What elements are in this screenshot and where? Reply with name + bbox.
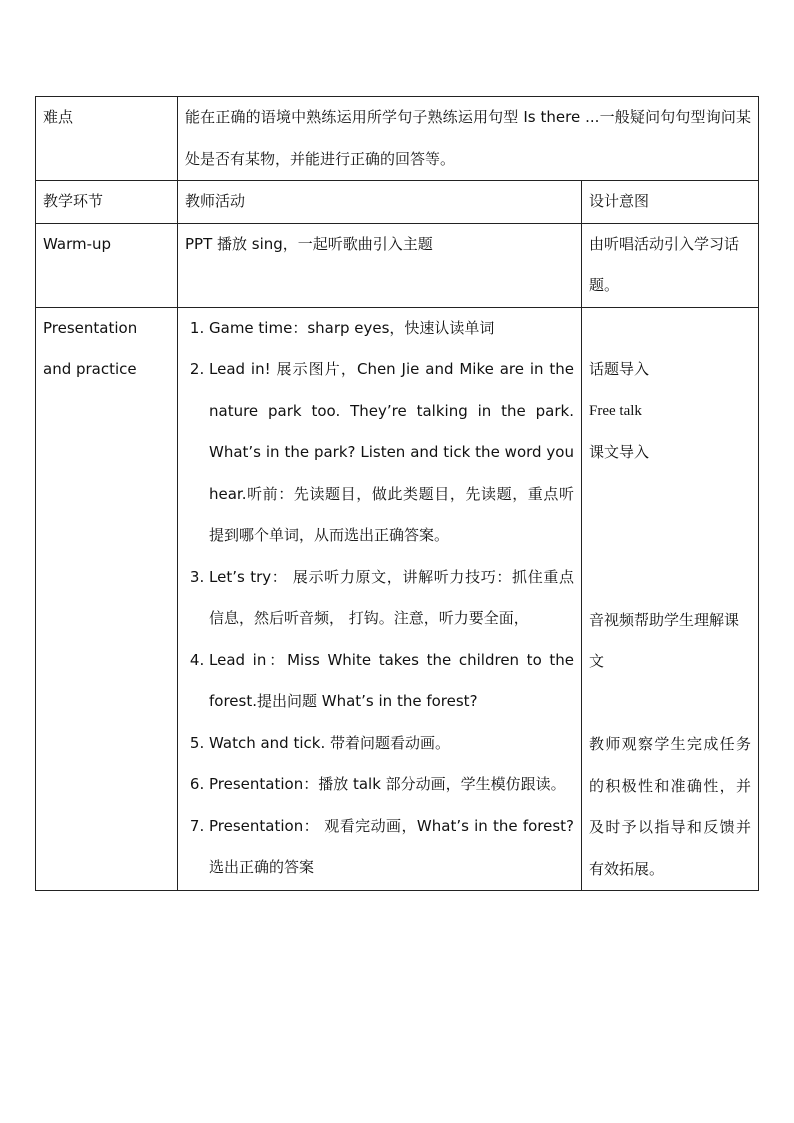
step-item: 5. Watch and tick. 带着问题看动画。	[209, 723, 574, 765]
difficulty-text: 能在正确的语境中熟练运用所学句子熟练运用句型 Is there ...一般疑问句句型询问某处是否有某物，并能进行正确的回答等。	[178, 97, 759, 181]
step-item: 6. Presentation：播放 talk 部分动画，学生模仿跟读。	[209, 764, 574, 806]
step-item: 4. Lead in：Miss White takes the children to the forest.提出问题 What’s in the forest?	[209, 640, 574, 723]
difficulty-label: 难点	[36, 97, 178, 181]
presentation-activity	[178, 307, 582, 891]
difficulty-row	[36, 97, 759, 181]
purpose-observation: 教师观察学生完成任务的积极性和准确性，并及时予以指导和反馈并有效拓展。	[589, 735, 752, 878]
warmup-row	[36, 223, 759, 307]
lesson-plan-table	[35, 96, 759, 891]
presentation-purpose	[582, 307, 759, 891]
header-activity: 教师活动	[178, 181, 582, 224]
presentation-stage: Presentation and practice	[36, 307, 178, 891]
header-purpose: 设计意图	[582, 181, 759, 224]
step-item: 3. Let’s try： 展示听力原文，讲解听力技巧：抓住重点信息，然后听音频， 打钩。注意，听力要全面，	[209, 557, 574, 640]
purpose-av-help: 音视频帮助学生理解课文	[589, 610, 740, 670]
header-row	[36, 181, 759, 224]
step-list	[185, 308, 574, 889]
header-stage: 教学环节	[36, 181, 178, 224]
step-item: 7. Presentation： 观看完动画，What’s in the forest?选出正确的答案	[209, 806, 574, 889]
purpose-text-intro: 课文导入	[589, 443, 650, 461]
step-item: 2. Lead in! 展示图片，Chen Jie and Mike are in the nature park too. They’re talking in the park. What’s in the park? Listen and tick the word you hear.听前：先读题目，做此类题目，先读题，重点听提到哪个单词，从而选出正确答案。	[209, 349, 574, 557]
purpose-free-talk: Free talk	[589, 402, 642, 419]
step-item: 1. Game time：sharp eyes，快速认读单词	[209, 308, 574, 350]
warmup-stage: Warm-up	[36, 223, 178, 307]
presentation-row	[36, 307, 759, 891]
purpose-topic-intro: 话题导入	[589, 360, 650, 378]
warmup-activity: PPT 播放 sing，一起听歌曲引入主题	[178, 223, 582, 307]
warmup-purpose: 由听唱活动引入学习话题。	[582, 223, 759, 307]
